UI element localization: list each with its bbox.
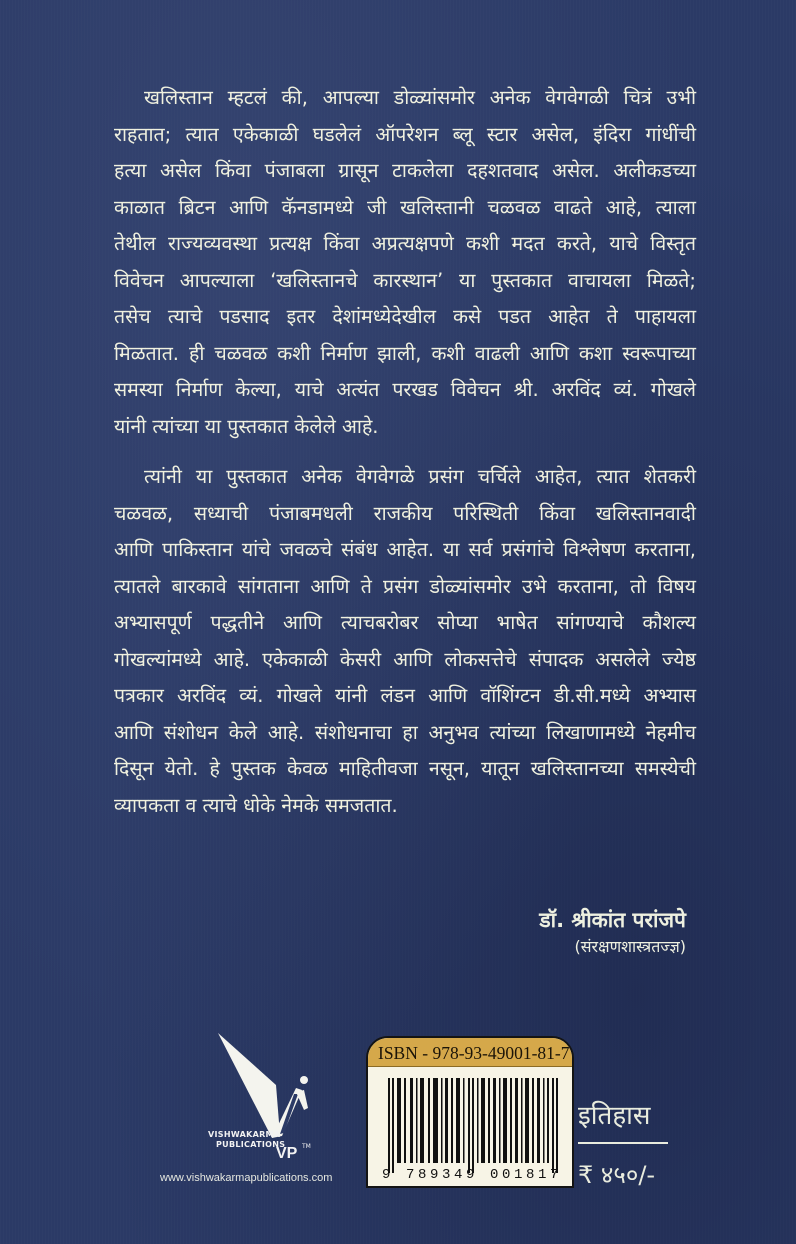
blurb-line: हत्या असेल किंवा पंजाबला ग्रासून टाकलेला दहशतवाद असेल. अलीकडच्या [114, 159, 696, 182]
blurb-line: दिसून येतो. हे पुस्तक केवळ माहितीवजा नसून, यातून खलिस्तानच्या समस्येची [114, 757, 696, 780]
blurb-line: यांनी त्यांच्या या पुस्तकात केलेले आहे. [114, 414, 379, 438]
blurb-paragraph-1 [114, 80, 696, 445]
signature-name: डॉ. श्रीकांत परांजपे [539, 908, 686, 932]
book-category: इतिहास [578, 1101, 651, 1131]
blurb-line: अभ्यासपूर्ण पद्धतीने आणि त्याचबरोबर सोप्या भाषेत सांगण्याचे कौशल्य [114, 611, 696, 634]
blurb-line: आणि पाकिस्तान यांचे जवळचे संबंध आहेत. या सर्व प्रसंगांचे विश्लेषण करताना, [114, 538, 696, 561]
blurb-line: गोखल्यांमध्ये आहे. एकेकाळी केसरी आणि लोकसत्तेचे संपादक असलेले ज्येष्ठ [114, 647, 696, 671]
signature-block [539, 905, 686, 959]
signature-role: (संरक्षणशास्त्रतज्ज्ञ) [574, 937, 686, 956]
blurb-line: चळवळ, सध्याची पंजाबमधली राजकीय परिस्थिती किंवा खलिस्तानवादी [114, 501, 696, 525]
blurb-line: तसेच त्याचे पडसाद इतर देशांमध्येदेखील कसे पडत आहेत ते पाहायला [114, 305, 696, 328]
publisher-logo-mark: VP [276, 1145, 298, 1162]
blurb-line: समस्या निर्माण केल्या, याचे अत्यंत परखड विवेचन श्री. अरविंद व्यं. गोखले [114, 378, 696, 401]
barcode-icon [388, 1078, 560, 1173]
blurb-line: मिळतात. ही चळवळ कशी निर्माण झाली, कशी वाढली आणि कशा स्वरूपाच्या [114, 341, 696, 365]
publisher-name-line1: VISHWAKARMA [208, 1130, 281, 1139]
blurb-line: त्यातले बारकावे सांगताना आणि ते प्रसंग डोळ्यांसमोर उभे करताना, तो विषय [114, 574, 696, 598]
blurb-line: व्यापकता व त्याचे धोके नेमके समजतात. [114, 793, 398, 817]
publisher-name-line2: PUBLICATIONS [216, 1140, 286, 1149]
trademark-symbol: TM [302, 1143, 311, 1150]
publisher-website[interactable]: www.vishwakarmapublications.com [160, 1172, 333, 1184]
isbn-barcode-box [366, 1036, 574, 1188]
barcode-digits: 9 789349 001817 [382, 1167, 563, 1183]
blurb-line: खलिस्तान म्हटलं की, आपल्या डोळ्यांसमोर अनेक वेगवेगळी चित्रं उभी [144, 86, 696, 109]
book-price: ₹ ४५०/- [578, 1161, 656, 1189]
blurb-line: काळात ब्रिटन आणि कॅनडामध्ये जी खलिस्तानी चळवळ वाढते आहे, त्याला [114, 195, 696, 219]
blurb-line: विवेचन आपल्याला ‘खलिस्तानचे कारस्थान’ या पुस्तकात वाचायला मिळते; [114, 268, 696, 292]
isbn-label: ISBN - 978-93-49001-81-7 [368, 1038, 572, 1067]
category-divider [578, 1142, 668, 1144]
blurb-line: पत्रकार अरविंद व्यं. गोखले यांनी लंडन आणि वॉशिंग्टन डी.सी.मध्ये अभ्यास [114, 684, 696, 707]
blurb-line: त्यांनी या पुस्तकात अनेक वेगवेगळे प्रसंग चर्चिले आहेत, त्यात शेतकरी [144, 465, 696, 488]
blurb-paragraph-2 [114, 459, 696, 824]
blurb-line: तेथील राज्यव्यवस्था प्रत्यक्ष किंवा अप्रत्यक्षपणे कशी मदत करते, याचे विस्तृत [114, 232, 696, 255]
back-cover-blurb [114, 80, 696, 824]
blurb-line: राहतात; त्यात एकेकाळी घडलेलं ऑपरेशन ब्लू स्टार असेल, इंदिरा गांधींची [114, 122, 696, 146]
blurb-line: आणि संशोधन केले आहे. संशोधनाचा हा अनुभव त्यांच्या लिखाणामध्ये नेहमीच [114, 720, 696, 744]
